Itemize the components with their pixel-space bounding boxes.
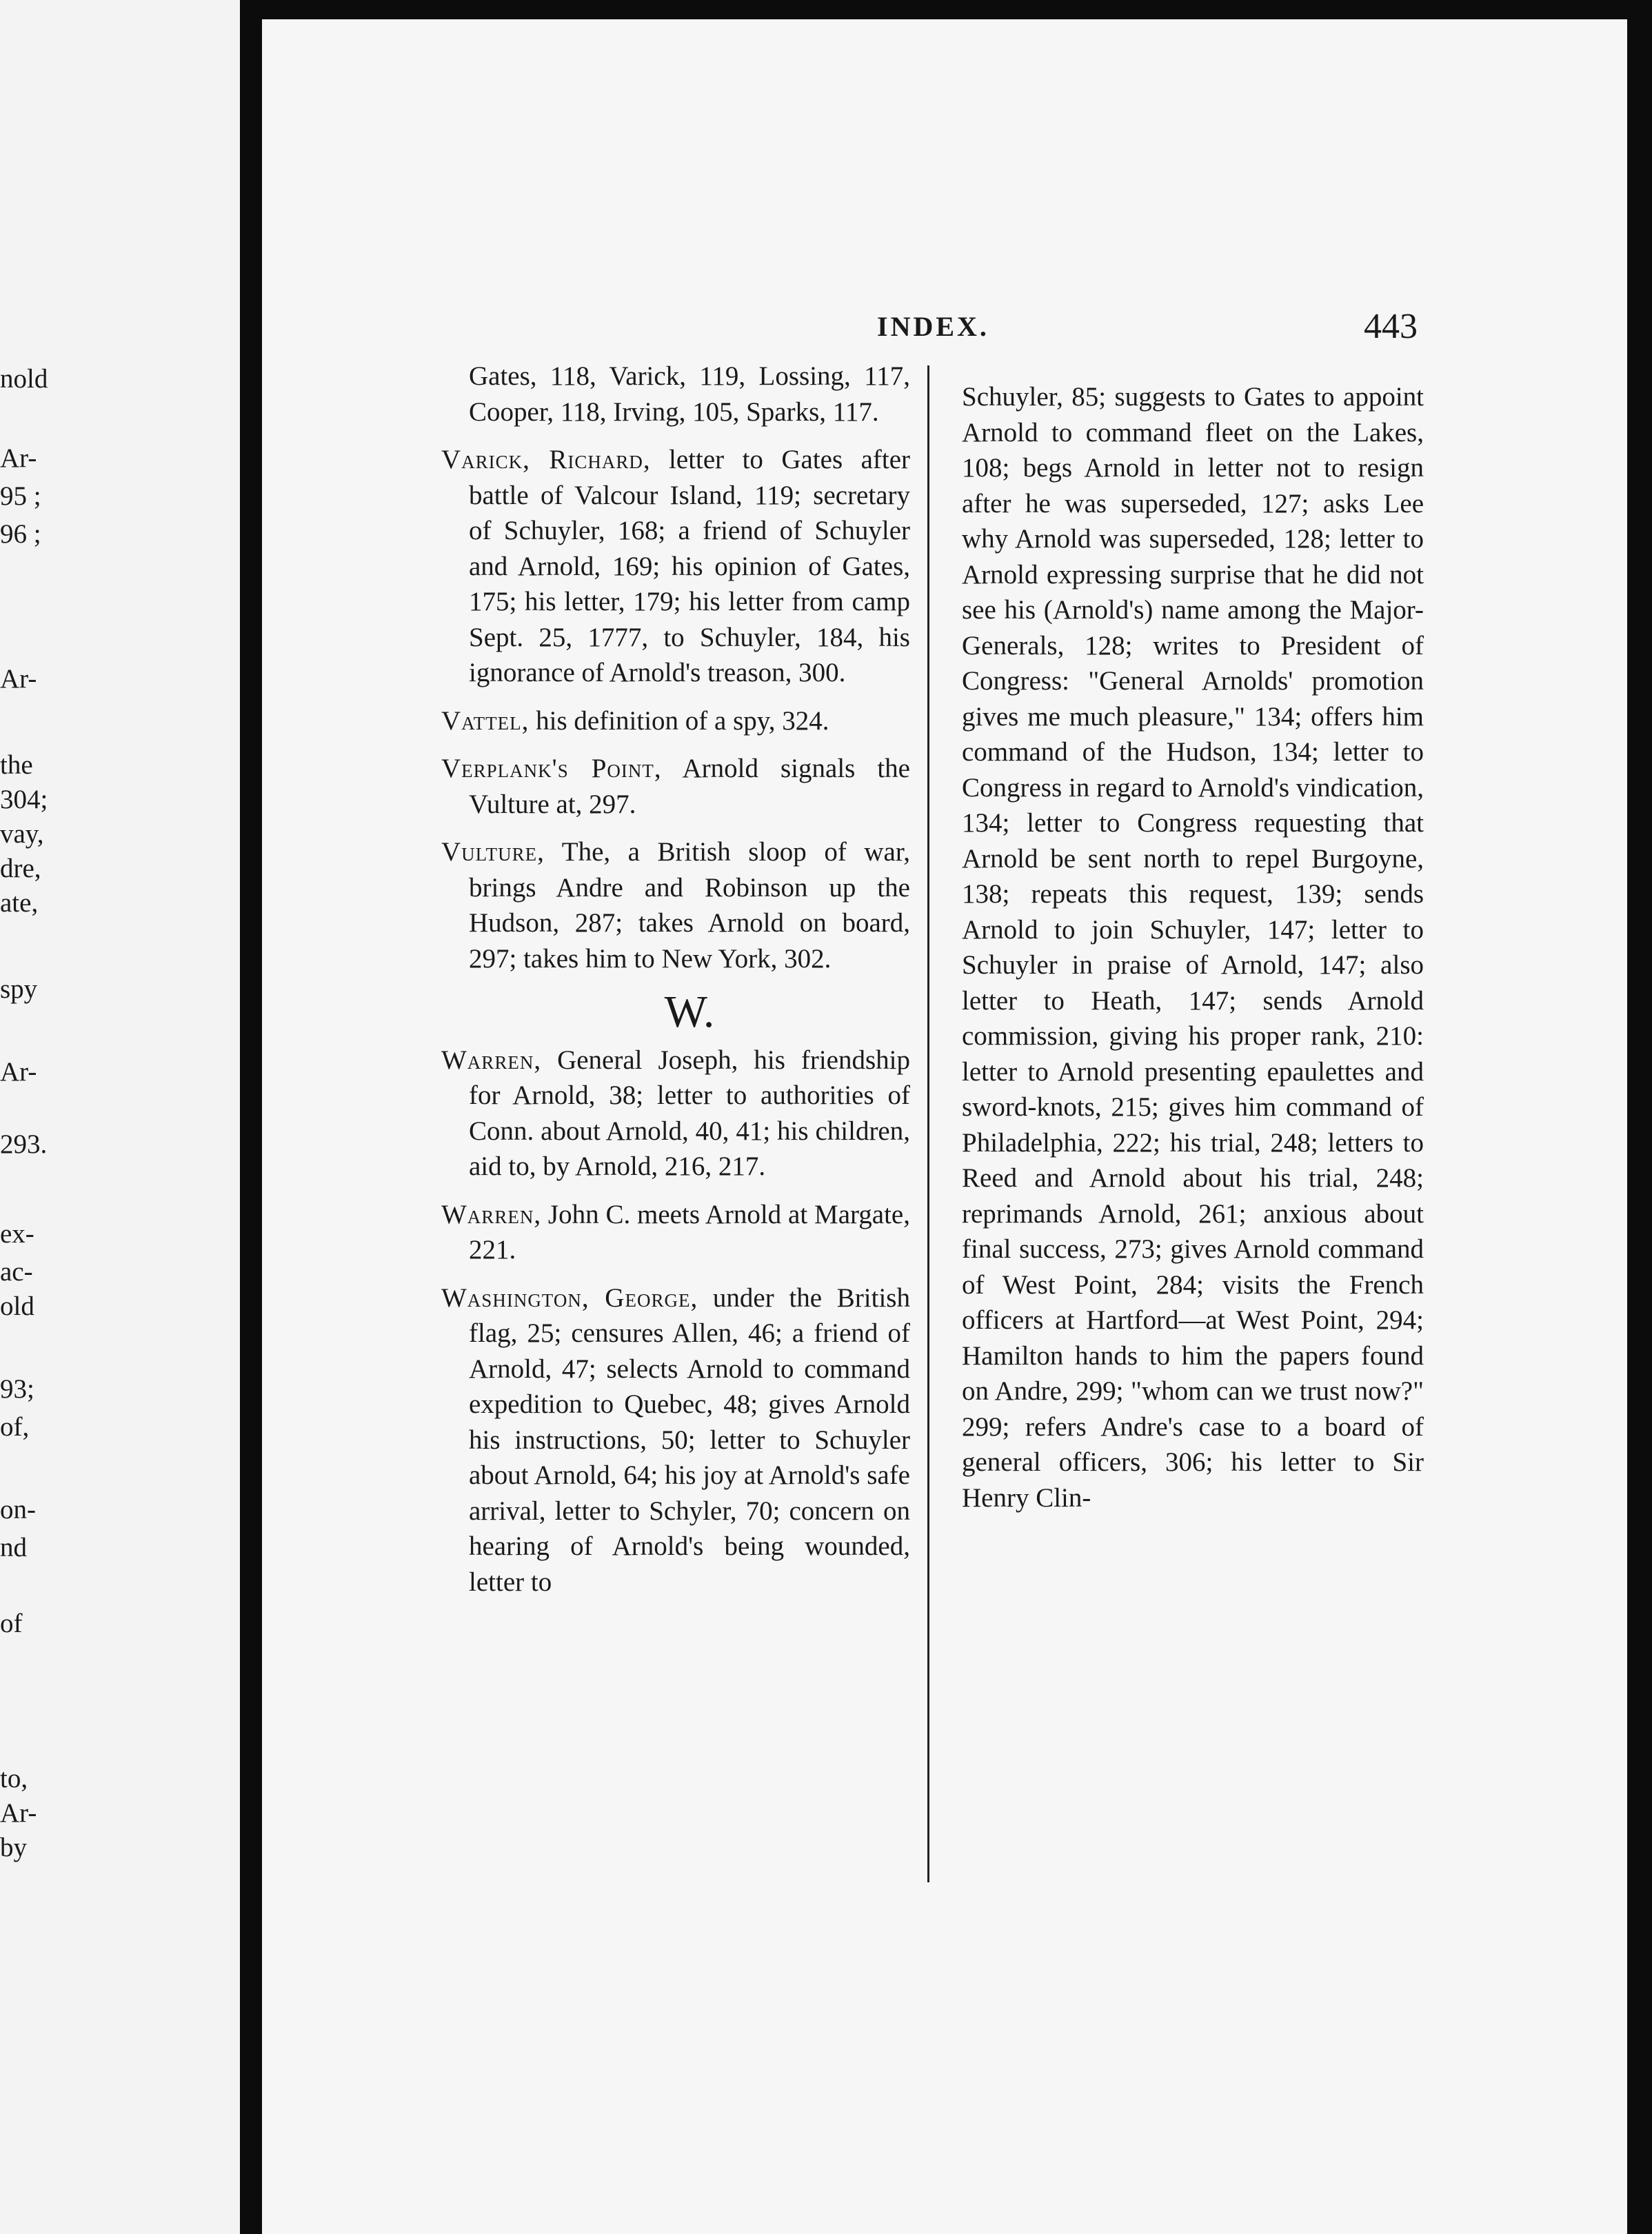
left-margin-fragment: the — [0, 750, 33, 780]
left-margin-fragment: ate, — [0, 888, 39, 918]
left-margin-fragment: old — [0, 1291, 34, 1321]
entry-text: The, a British sloop of war, brings Andre and Robinson up the Hudson, 287; takes Arnold on board, 297; takes him to New York, 302. — [469, 837, 910, 974]
left-margin-fragment: Ar- — [0, 443, 37, 473]
page-number: 443 — [1364, 307, 1418, 346]
left-margin-fragment: nold — [0, 364, 48, 394]
left-margin-fragment: Ar- — [0, 1798, 37, 1828]
entry-text: Arnold signals the Vulture at, 297. — [469, 754, 910, 819]
entry-heading: Washington, George, — [441, 1282, 698, 1313]
entry-text: General Joseph, his friendship for Arnold, 38; letter to authorities of Conn. about Arnold, 40, 41; his children, aid to, by Arnold, 216, 217. — [469, 1045, 910, 1181]
left-margin-fragment: spy — [0, 974, 38, 1004]
entry-heading: Varick, Richard, — [441, 445, 651, 474]
facing-page — [0, 0, 240, 2234]
left-margin-fragment: dre, — [0, 854, 41, 883]
left-margin-fragment: of — [0, 1609, 23, 1638]
index-entry — [441, 442, 910, 691]
index-entry — [441, 1197, 910, 1268]
index-column-left — [441, 359, 910, 1612]
entry-heading: Verplank's Point, — [441, 754, 662, 783]
left-margin-fragment: nd — [0, 1533, 27, 1562]
index-entry — [441, 751, 910, 822]
left-margin-fragment: on- — [0, 1495, 36, 1524]
entry-text: his definition of a spy, 324. — [529, 705, 829, 736]
index-continuation: Schuyler, 85; suggests to Gates to appoint Arnold to command fleet on the Lakes, 108; begs Arnold in letter not to resign after he was superseded, 127; asks Lee why Arnold was superseded, 128; letter to Arnold expressing surprise that he did not see his (Arnold's) name among the Major-Generals, 128; writes to President of Congress: "General Arnolds' promotion gives me much pleasure," 134; offers him command of the Hudson, 134; letter to Congress in regard to Arnold's vindication, 134; letter to Congress requesting that Arnold be sent north to repel Burgoyne, 138; repeats this request, 139; sends Arnold to join Schuyler, 147; letter to Schuyler in praise of Arnold, 147; also letter to Heath, 147; sends Arnold commission, giving his proper rank, 210: letter to Arnold presenting epaulettes and sword-knots, 215; gives him command of Philadelphia, 222; his trial, 248; letters to Reed and Arnold about his trial, 248; reprimands Arnold, 261; anxious about final success, 273; gives Arnold command of West Point, 284; visits the French officers at Hartford—at West Point, 294; Hamilton hands to him the papers found on Andre, 299; "whom can we trust now?" 299; refers Andre's case to a board of general officers, 306; his letter to Sir Henry Clin- — [962, 382, 1424, 1513]
index-continuation: Gates, 118, Varick, 119, Lossing, 117, Cooper, 118, Irving, 105, Sparks, 117. — [469, 361, 910, 427]
entry-heading: Vattel, — [441, 705, 530, 736]
running-header — [612, 292, 1418, 348]
left-margin-fragment: ac- — [0, 1257, 33, 1287]
section-letter: W. — [664, 987, 715, 1037]
index-entry — [441, 703, 910, 739]
left-margin-fragment: 93; — [0, 1374, 34, 1404]
left-margin-fragment: Ar- — [0, 664, 37, 694]
left-margin-fragment: Ar- — [0, 1057, 37, 1087]
left-margin-fragment: 96 ; — [0, 519, 41, 549]
left-margin-fragment: vay, — [0, 819, 44, 849]
entry-text: John C. meets Arnold at Margate, 221. — [469, 1199, 910, 1265]
entry-heading: Warren, — [441, 1199, 542, 1229]
left-margin-fragment: by — [0, 1833, 27, 1862]
entry-heading: Warren, — [441, 1045, 542, 1075]
index-entry — [441, 1043, 910, 1185]
entry-heading: Vulture, — [441, 837, 545, 867]
index-entry — [441, 834, 910, 976]
left-margin-fragment: ex- — [0, 1219, 34, 1249]
left-margin-fragment: 304; — [0, 785, 48, 814]
left-margin-fragment: 293. — [0, 1129, 48, 1159]
left-margin-fragment: of, — [0, 1412, 30, 1442]
column-divider — [927, 365, 929, 1882]
page-title: INDEX. — [877, 311, 989, 342]
index-entry — [441, 1280, 910, 1600]
index-column-right — [962, 379, 1424, 1516]
left-margin-fragment: 95 ; — [0, 481, 41, 511]
entry-text: letter to Gates after battle of Valcour Island, 119; secretary of Schuyler, 168; a friend of Schuyler and Arnold, 169; his opinion of Gates, 175; his letter, 179; his letter from camp Sept. 25, 1777, to Schuyler, 184, his ignorance of Arnold's treason, 300. — [469, 445, 911, 687]
left-margin-fragment: to, — [0, 1764, 28, 1793]
entry-text: under the British flag, 25; censures Allen, 46; a friend of Arnold, 47; selects Arnold to command expedition to Quebec, 48; gives Arnold his instructions, 50; letter to Schuyler about Arnold, 64; his joy at Arnold's safe arrival, letter to Schyler, 70; concern on hearing of Arnold's being wounded, letter to — [469, 1282, 910, 1597]
